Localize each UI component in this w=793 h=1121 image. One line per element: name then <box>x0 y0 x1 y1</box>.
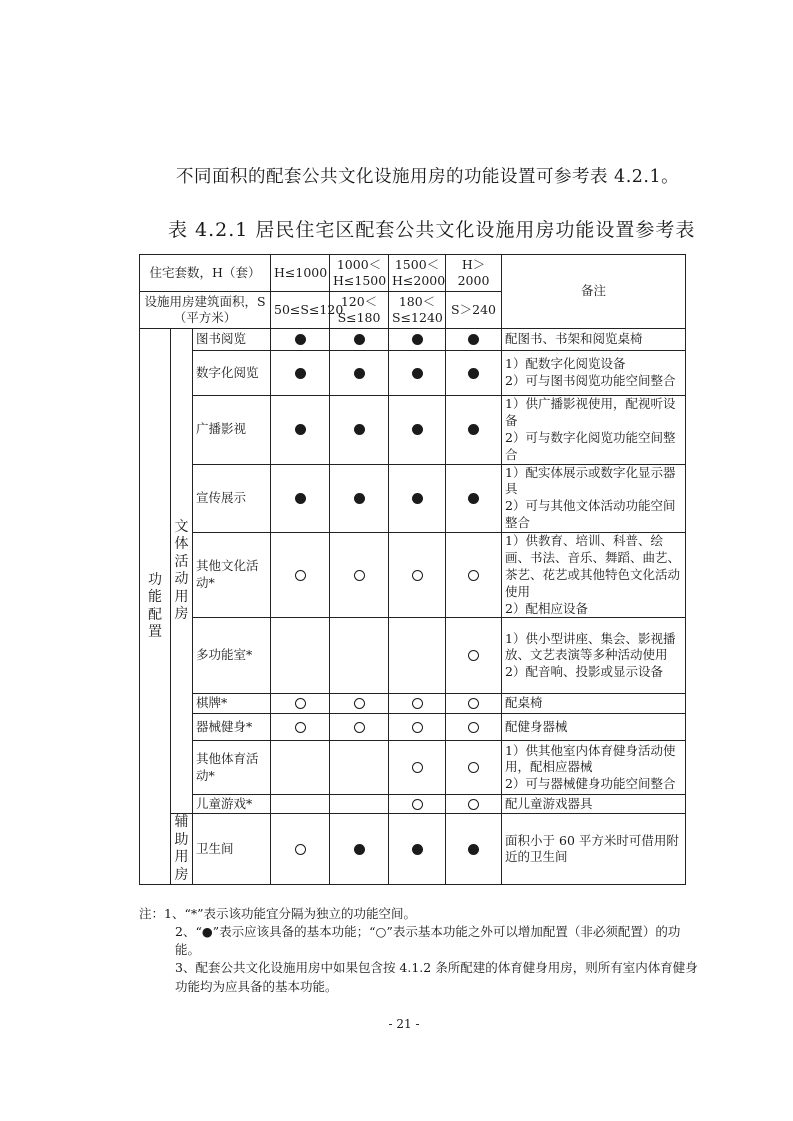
note-3: 3、配套公共文化设施用房中如果包含按 4.1.2 条所配建的体育健身用房，则所有室内体育健身功能均为应具备的基本功能。 <box>175 960 698 994</box>
function-name: 多功能室* <box>193 618 271 694</box>
open-circle-icon <box>412 799 423 810</box>
mark-cell <box>389 814 446 885</box>
table-row <box>140 396 686 465</box>
header-s-range: 120＜S≤180 <box>330 292 389 329</box>
mark-cell <box>446 741 502 795</box>
remark-cell: 1）供小型讲座、集会、影视播放、文艺表演等多种活动使用 2）配音响、投影或显示设备 <box>502 618 686 694</box>
header-area-label: 设施用房建筑面积，S（平方米） <box>140 292 271 329</box>
remark-cell: 1）配数字化阅览设备 2）可与图书阅览功能空间整合 <box>502 351 686 396</box>
function-name: 图书阅览 <box>193 329 271 351</box>
header-h-range: H＞2000 <box>446 255 502 292</box>
filled-dot-icon <box>354 493 365 504</box>
mark-cell <box>271 396 330 465</box>
table-row <box>140 464 686 533</box>
filled-dot-icon <box>468 368 479 379</box>
subgroup-culture-label: 文 体 活 动 用 房 <box>171 329 193 814</box>
mark-cell <box>389 618 446 694</box>
open-circle-icon <box>354 570 365 581</box>
reference-table <box>139 254 686 885</box>
note-1: 注：1、“*”表示该功能宜分隔为独立的功能空间。 <box>139 906 416 921</box>
table-row <box>140 329 686 351</box>
mark-cell <box>389 714 446 741</box>
open-circle-icon <box>468 799 479 810</box>
subgroup-aux-label: 辅 助 用 房 <box>171 814 193 885</box>
table-row <box>140 694 686 714</box>
remark-cell: 面积小于 60 平方米时可借用附近的卫生间 <box>502 814 686 885</box>
open-circle-icon <box>354 698 365 709</box>
remark-cell: 配儿童游戏器具 <box>502 795 686 814</box>
function-name: 宣传展示 <box>193 464 271 533</box>
table-notes <box>139 905 699 996</box>
mark-cell <box>330 396 389 465</box>
header-remarks: 备注 <box>502 255 686 329</box>
filled-dot-icon <box>468 334 479 345</box>
header-s-range: S＞240 <box>446 292 502 329</box>
mark-cell <box>389 533 446 618</box>
filled-dot-icon <box>412 334 423 345</box>
filled-dot-icon <box>412 368 423 379</box>
mark-cell <box>271 795 330 814</box>
mark-cell <box>389 329 446 351</box>
remark-cell: 配桌椅 <box>502 694 686 714</box>
mark-cell <box>330 814 389 885</box>
mark-cell <box>330 329 389 351</box>
remark-cell: 1）供其他室内体育健身活动使用，配相应器械 2）可与器械健身功能空间整合 <box>502 741 686 795</box>
remark-cell: 配图书、书架和阅览桌椅 <box>502 329 686 351</box>
open-circle-icon <box>295 722 306 733</box>
page-number: - 21 - <box>388 1017 420 1031</box>
mark-cell <box>271 329 330 351</box>
mark-cell <box>271 741 330 795</box>
filled-dot-icon <box>468 493 479 504</box>
filled-dot-icon <box>468 844 479 855</box>
table-row <box>140 714 686 741</box>
mark-cell <box>446 351 502 396</box>
header-row-households <box>140 255 686 292</box>
function-name: 儿童游戏* <box>193 795 271 814</box>
open-circle-icon <box>412 570 423 581</box>
table-row <box>140 795 686 814</box>
intro-text: 不同面积的配套公共文化设施用房的功能设置可参考表 4.2.1。 <box>176 167 680 187</box>
filled-dot-icon <box>468 424 479 435</box>
mark-cell <box>330 351 389 396</box>
open-circle-icon <box>295 570 306 581</box>
remark-cell: 1）配实体展示或数字化显示器具 2）可与其他文体活动功能空间整合 <box>502 464 686 533</box>
mark-cell <box>389 464 446 533</box>
remark-cell: 1）供广播影视使用，配视听设备 2）可与数字化阅览功能空间整合 <box>502 396 686 465</box>
table-row <box>140 618 686 694</box>
filled-dot-icon <box>354 368 365 379</box>
mark-cell <box>271 618 330 694</box>
function-name: 广播影视 <box>193 396 271 465</box>
open-circle-icon <box>468 650 479 661</box>
open-circle-icon <box>468 698 479 709</box>
mark-cell <box>271 351 330 396</box>
header-h-range: 1500＜H≤2000 <box>389 255 446 292</box>
mark-cell <box>446 714 502 741</box>
filled-dot-icon <box>354 844 365 855</box>
open-circle-icon <box>295 844 306 855</box>
mark-cell <box>330 741 389 795</box>
header-s-range: 50≤S≤120 <box>271 292 330 329</box>
filled-dot-icon <box>412 844 423 855</box>
mark-cell <box>446 533 502 618</box>
mark-cell <box>330 714 389 741</box>
filled-dot-icon <box>295 424 306 435</box>
mark-cell <box>446 464 502 533</box>
filled-dot-icon <box>295 493 306 504</box>
mark-cell <box>389 694 446 714</box>
mark-cell <box>389 795 446 814</box>
mark-cell <box>446 694 502 714</box>
header-s-range: 180＜S≤1240 <box>389 292 446 329</box>
open-circle-icon <box>412 698 423 709</box>
table-row <box>140 814 686 885</box>
header-h-range: 1000＜H≤1500 <box>330 255 389 292</box>
header-h-range: H≤1000 <box>271 255 330 292</box>
group-function-label: 功 能 配 置 <box>140 329 171 885</box>
mark-cell <box>446 618 502 694</box>
function-name: 卫生间 <box>193 814 271 885</box>
open-circle-icon <box>468 722 479 733</box>
mark-cell <box>389 741 446 795</box>
mark-cell <box>389 396 446 465</box>
header-households-label: 住宅套数，H（套） <box>140 255 271 292</box>
mark-cell <box>271 814 330 885</box>
function-name: 其他文化活动* <box>193 533 271 618</box>
filled-dot-icon <box>412 493 423 504</box>
mark-cell <box>330 464 389 533</box>
mark-cell <box>330 618 389 694</box>
table-title: 表 4.2.1 居民住宅区配套公共文化设施用房功能设置参考表 <box>168 219 696 241</box>
mark-cell <box>271 714 330 741</box>
function-name: 其他体育活动* <box>193 741 271 795</box>
mark-cell <box>446 814 502 885</box>
table-row <box>140 351 686 396</box>
open-circle-icon <box>468 762 479 773</box>
mark-cell <box>446 329 502 351</box>
remark-cell: 1）供教育、培训、科普、绘画、书法、音乐、舞蹈、曲艺、茶艺、花艺或其他特色文化活动使用 2）配相应设备 <box>502 533 686 618</box>
remark-cell: 配健身器械 <box>502 714 686 741</box>
open-circle-icon <box>295 698 306 709</box>
filled-dot-icon <box>295 334 306 345</box>
filled-dot-icon <box>412 424 423 435</box>
mark-cell <box>446 795 502 814</box>
table-row <box>140 741 686 795</box>
filled-dot-icon <box>295 368 306 379</box>
open-circle-icon <box>354 722 365 733</box>
mark-cell <box>330 533 389 618</box>
note-2: 2、“●”表示应该具备的基本功能；“○”表示基本功能之外可以增加配置（非必须配置）的功能。 <box>175 924 681 958</box>
filled-dot-icon <box>354 424 365 435</box>
table-row <box>140 533 686 618</box>
mark-cell <box>271 694 330 714</box>
function-name: 棋牌* <box>193 694 271 714</box>
function-name: 器械健身* <box>193 714 271 741</box>
mark-cell <box>330 694 389 714</box>
mark-cell <box>330 795 389 814</box>
function-name: 数字化阅览 <box>193 351 271 396</box>
mark-cell <box>389 351 446 396</box>
mark-cell <box>271 533 330 618</box>
open-circle-icon <box>412 762 423 773</box>
filled-dot-icon <box>354 334 365 345</box>
mark-cell <box>446 396 502 465</box>
mark-cell <box>271 464 330 533</box>
open-circle-icon <box>412 722 423 733</box>
open-circle-icon <box>468 570 479 581</box>
